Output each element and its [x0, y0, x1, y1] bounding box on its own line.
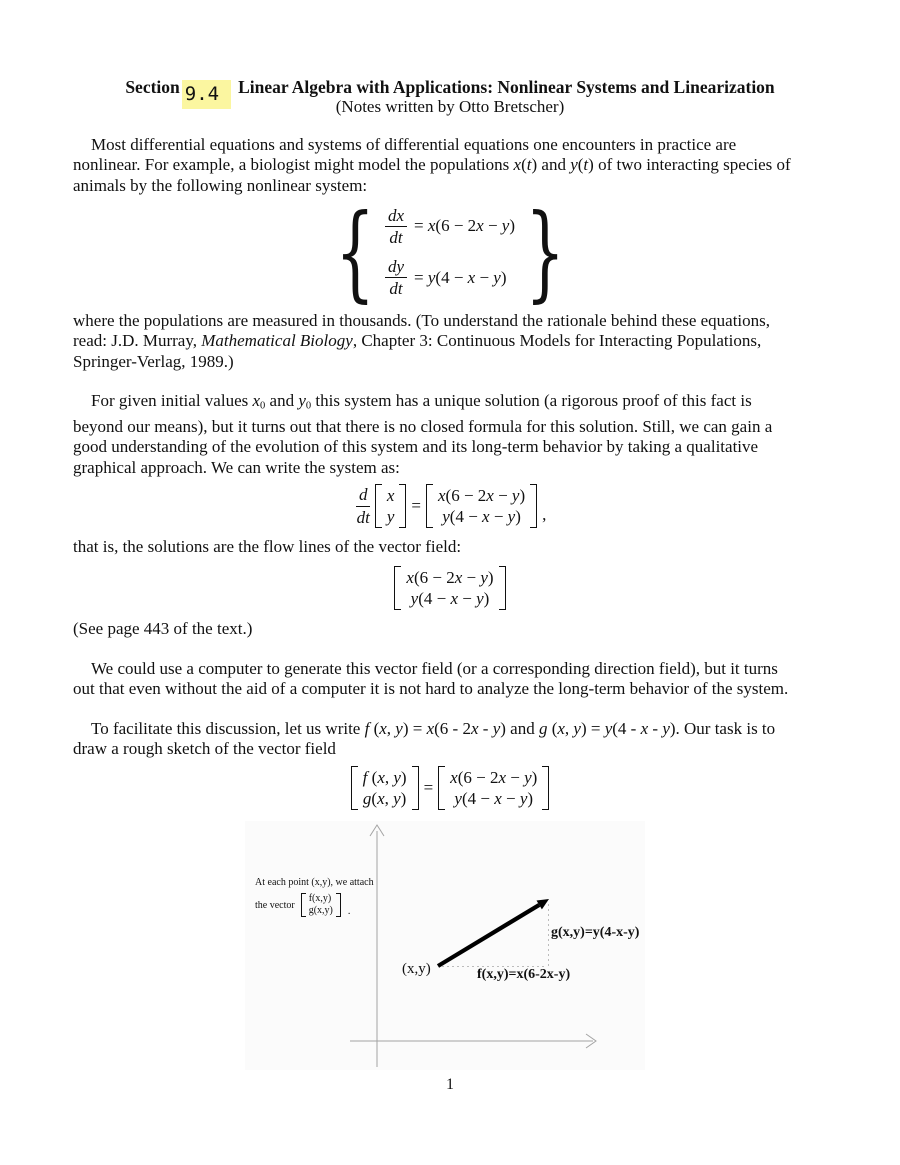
rhs-column-vector — [438, 765, 549, 811]
paragraph-line: that is, the solutions are the flow lines of the vector field: — [73, 537, 462, 556]
paragraph-line: where the populations are measured in thousands. (To understand the rationale behind these equations, — [73, 311, 771, 330]
matrix-rows — [445, 765, 542, 811]
paragraph-3 — [73, 391, 837, 478]
point-label: (x,y) — [402, 961, 431, 977]
paragraph-4 — [73, 537, 837, 557]
f-component-label: f(x,y)=x(6-2x-y) — [477, 967, 571, 982]
paragraph-line: To facilitate this discussion, let us write f (x, y) = x(6 - 2x - y) and g (x, y) = y(4 - x - y). Our task is to — [91, 719, 776, 738]
figure-caption-line1: At each point (x,y), we attach — [255, 877, 374, 888]
paragraph-5 — [73, 619, 837, 639]
paragraph-line: draw a rough sketch of the vector field — [73, 739, 336, 759]
equation-fg-matrix — [0, 764, 900, 812]
fraction-denominator: dt — [356, 507, 370, 527]
right-bracket — [336, 893, 341, 917]
equals-sign: = — [411, 496, 421, 515]
matrix-rows — [401, 565, 498, 611]
g-component-label: g(x,y)=y(4-x-y) — [551, 925, 640, 940]
system-row-1 — [385, 206, 515, 247]
subtitle: (Notes written by Otto Bretscher) — [335, 97, 565, 116]
matrix-row: f(x,y) — [308, 893, 332, 904]
matrix-row: x(6 − 2x − y) — [437, 486, 526, 505]
right-bracket — [542, 766, 549, 810]
trailing-comma: , — [542, 505, 547, 524]
equation-rhs: = x(6 − 2x − y) — [414, 216, 516, 236]
fraction-numerator: d — [356, 485, 371, 506]
right-bracket — [399, 484, 406, 528]
vector-arrow-shaft — [438, 905, 539, 966]
paragraph-line: For given initial values $x_0$ and $y_0$ this system has a unique solution (a rigorous proof of this fact is — [91, 391, 752, 412]
paragraph-line: Springer-Verlag, 1989.) — [73, 351, 234, 371]
left-bracket — [426, 484, 433, 528]
equation-system — [0, 191, 900, 313]
matrix-row: y — [386, 507, 395, 526]
fraction-d-dt — [354, 485, 373, 526]
xy-column-vector — [375, 483, 407, 529]
caption-period: . — [347, 906, 351, 917]
matrix-row: x(6 − 2x − y) — [450, 768, 538, 787]
right-bracket — [530, 484, 537, 528]
paragraph-line: (See page 443 of the text.) — [73, 619, 253, 638]
equation-rhs: = y(4 − x − y) — [414, 267, 507, 287]
left-brace: { — [335, 191, 375, 313]
equation-ddt-matrix — [0, 480, 900, 532]
fraction-denominator: dt — [389, 279, 403, 299]
fraction-dx-dt — [385, 206, 407, 247]
equation-vector-field — [0, 564, 900, 612]
matrix-row: y(4 − x − y) — [410, 589, 490, 608]
right-bracket — [499, 566, 506, 610]
paragraph-7 — [73, 719, 837, 760]
right-brace: } — [525, 191, 565, 313]
rhs-column-vector — [426, 483, 537, 529]
equals-sign: = — [423, 778, 434, 797]
section-word: Section — [125, 77, 180, 97]
right-bracket — [412, 766, 419, 810]
matrix-row: y(4 − x − y) — [442, 507, 521, 526]
fraction-numerator: dy — [385, 257, 407, 278]
matrix-row: x(6 − 2x − y) — [406, 568, 494, 587]
paragraph-line: out that even without the aid of a computer it is not hard to analyze the long-term behavior of the system. — [73, 679, 789, 699]
left-bracket — [375, 484, 382, 528]
paragraph-line: nonlinear. For example, a biologist might model the populations x(t) and y(t) of two interacting species of — [73, 155, 791, 175]
paragraph-line: animals by the following nonlinear system: — [73, 175, 368, 195]
paragraph-2 — [73, 311, 837, 372]
paragraph-1 — [73, 135, 837, 196]
matrix-rows — [358, 765, 412, 811]
paragraph-line: Most differential equations and systems of differential equations one encounters in practice are — [91, 135, 737, 154]
paragraph-line: We could use a computer to generate this vector field (or a corresponding direction field), but it turns — [91, 659, 778, 678]
system-row-2 — [385, 257, 515, 298]
left-bracket — [351, 766, 358, 810]
vector-field-column — [394, 565, 505, 611]
matrix-rows — [306, 892, 336, 918]
matrix-row: f (x, y) — [362, 768, 407, 787]
matrix-row: g(x, y) — [362, 789, 407, 808]
caption-vector — [301, 892, 341, 918]
matrix-row: x — [386, 486, 395, 505]
figure-caption-line2 — [255, 892, 350, 918]
paragraph-line: good understanding of the evolution of this system and its long-term behavior by taking a qualitative — [73, 437, 759, 457]
paragraph-line: graphical approach. We can write the system as: — [73, 457, 400, 477]
matrix-rows — [433, 483, 530, 529]
title-text: Linear Algebra with Applications: Nonlinear Systems and Linearization — [238, 77, 775, 97]
matrix-row: g(x,y) — [308, 905, 333, 916]
caption-prefix: the vector — [255, 899, 295, 911]
matrix-row: y(4 − x − y) — [454, 789, 534, 808]
fraction-denominator: dt — [389, 227, 403, 247]
fraction-numerator: dx — [385, 206, 407, 227]
left-bracket — [394, 566, 401, 610]
fraction-dy-dt — [385, 257, 407, 298]
matrix-rows — [382, 483, 400, 529]
paragraph-line: beyond our means), but it turns out that there is no closed formula for this solution. Still, we can gain a — [73, 417, 773, 437]
system-rows — [385, 206, 515, 298]
paragraph-line: read: J.D. Murray, Mathematical Biology, Chapter 3: Continuous Models for Interacting Populations, — [73, 331, 762, 351]
paragraph-6 — [73, 659, 837, 700]
page-number: 1 — [446, 1076, 454, 1093]
section-number-highlight: 9.4 — [182, 80, 231, 109]
left-bracket — [438, 766, 445, 810]
fg-column-vector — [351, 765, 419, 811]
vector-field-figure — [245, 821, 645, 1070]
